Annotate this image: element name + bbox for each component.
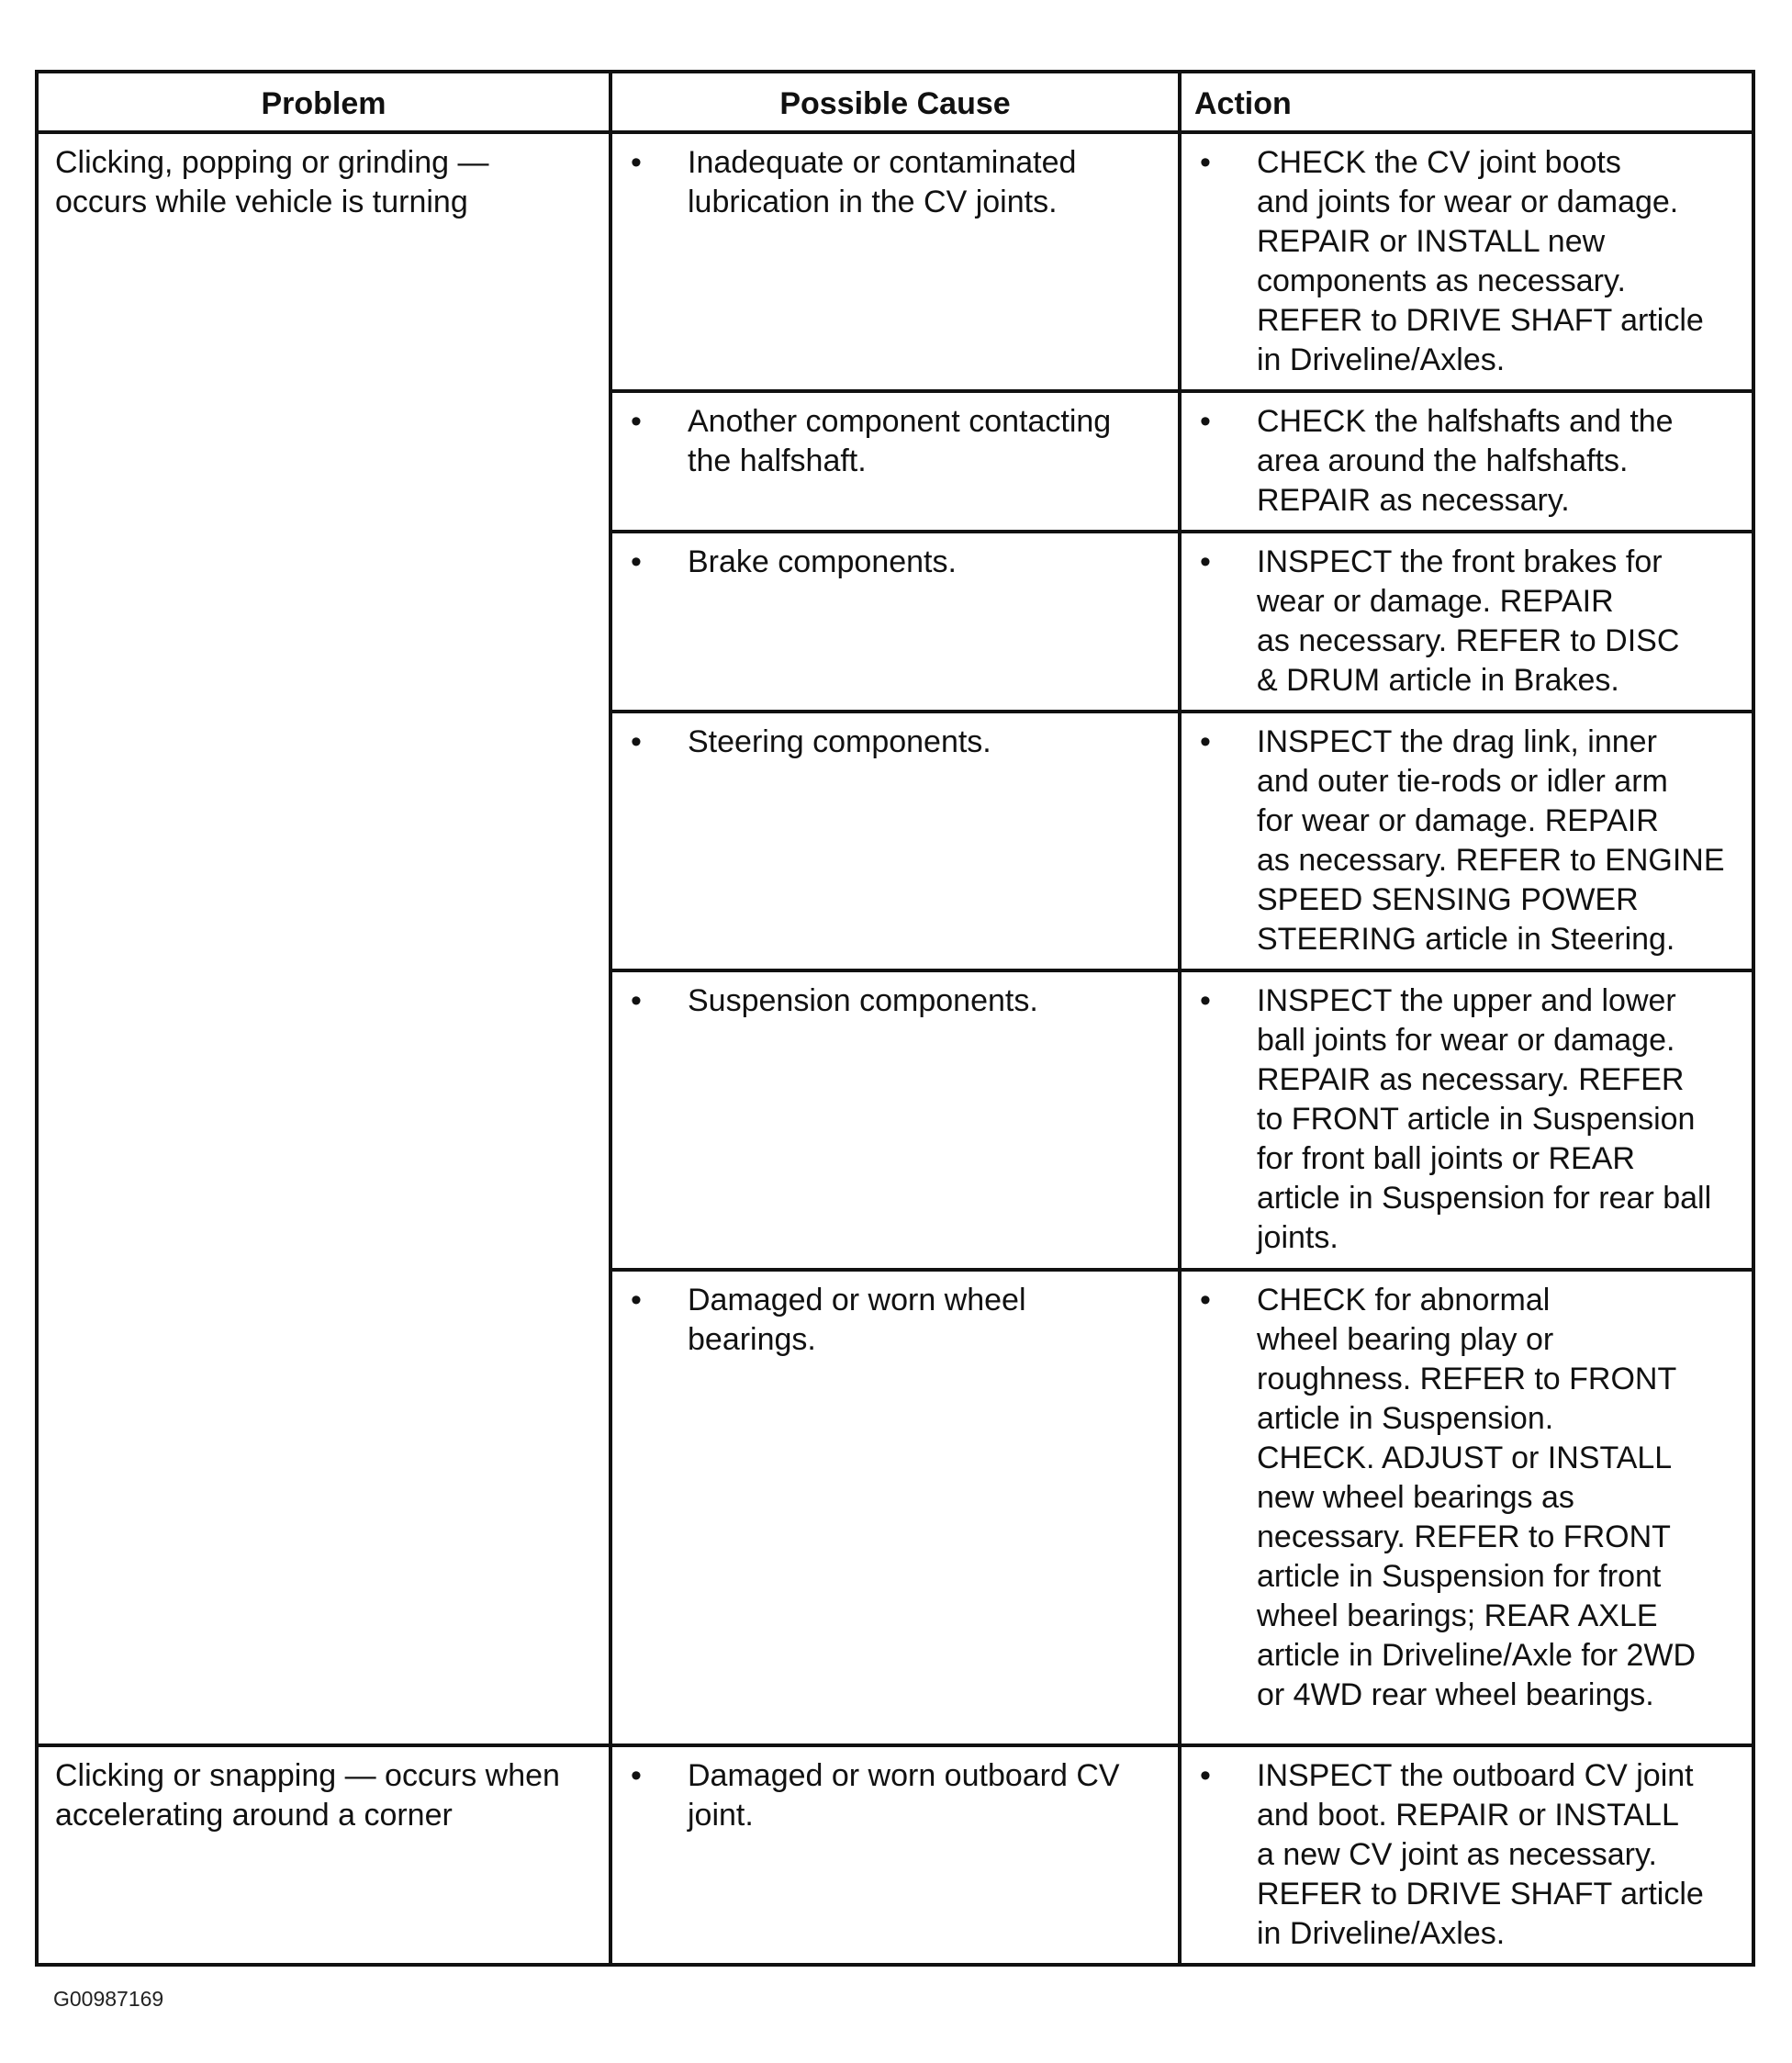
bullet-icon: • — [1200, 544, 1211, 579]
action-bullet-item — [1193, 1756, 1742, 1954]
action-line: wheel bearing play or — [1257, 1322, 1554, 1357]
cause-text — [688, 543, 1169, 582]
action-line: and joints for wear or damage. — [1257, 185, 1679, 219]
cause-cell — [610, 1745, 1180, 1965]
problem-line: Clicking or snapping — occurs when — [55, 1758, 560, 1793]
cause-cell — [610, 1270, 1180, 1745]
action-line: roughness. REFER to FRONT — [1257, 1362, 1677, 1396]
action-text — [1257, 402, 1742, 521]
action-bullet-item — [1193, 543, 1742, 701]
cause-line: Brake components. — [688, 544, 957, 579]
problem-cell — [37, 132, 610, 1745]
action-line: ball joints for wear or damage. — [1257, 1023, 1675, 1058]
table-row — [37, 1745, 1753, 1965]
action-line: INSPECT the outboard CV joint — [1257, 1758, 1694, 1793]
header-action: Action — [1180, 72, 1753, 132]
action-text — [1257, 723, 1742, 959]
cause-line: Inadequate or contaminated — [688, 145, 1077, 180]
action-line: CHECK for abnormal — [1257, 1283, 1551, 1317]
action-line: and boot. REPAIR or INSTALL — [1257, 1798, 1679, 1833]
action-line: INSPECT the front brakes for — [1257, 544, 1663, 579]
bullet-icon: • — [1200, 724, 1211, 759]
action-line: in Driveline/Axles. — [1257, 1916, 1506, 1951]
action-line: REFER to DRIVE SHAFT article — [1257, 303, 1704, 338]
action-line: for wear or damage. REPAIR — [1257, 803, 1659, 838]
cause-line: bearings. — [688, 1322, 816, 1357]
action-line: INSPECT the upper and lower — [1257, 983, 1676, 1018]
cause-bullet-item — [623, 1281, 1169, 1360]
action-bullet-item — [1193, 981, 1742, 1258]
cause-text — [688, 143, 1169, 222]
bullet-icon: • — [631, 404, 642, 439]
bullet-icon: • — [1200, 1758, 1211, 1793]
action-bullet-item — [1193, 402, 1742, 521]
action-line: article in Suspension for front — [1257, 1559, 1662, 1594]
action-line: SPEED SENSING POWER — [1257, 882, 1639, 917]
action-text — [1257, 1756, 1742, 1954]
cause-bullet-item — [623, 543, 1169, 582]
cause-cell — [610, 532, 1180, 712]
action-line: REPAIR as necessary. REFER — [1257, 1062, 1685, 1097]
cause-text — [688, 402, 1169, 481]
cause-text — [688, 1756, 1169, 1835]
problem-line: Clicking, popping or grinding — — [55, 145, 489, 180]
troubleshooting-sheet — [35, 70, 1752, 1967]
action-line: REPAIR or INSTALL new — [1257, 224, 1606, 259]
cause-bullet-item — [623, 981, 1169, 1021]
cause-line: Damaged or worn outboard CV — [688, 1758, 1120, 1793]
action-line: article in Suspension. — [1257, 1401, 1554, 1436]
problem-line: accelerating around a corner — [55, 1798, 453, 1833]
action-line: as necessary. REFER to DISC — [1257, 623, 1680, 658]
action-line: REFER to DRIVE SHAFT article — [1257, 1877, 1704, 1912]
action-line: components as necessary. — [1257, 263, 1626, 298]
cause-bullet-item — [623, 143, 1169, 222]
cause-bullet-item — [623, 1756, 1169, 1835]
cause-line: Damaged or worn wheel — [688, 1283, 1026, 1317]
cause-bullet-item — [623, 723, 1169, 762]
action-line: CHECK. ADJUST or INSTALL — [1257, 1441, 1673, 1475]
action-cell — [1180, 970, 1753, 1270]
action-cell — [1180, 712, 1753, 970]
bullet-icon: • — [631, 1758, 642, 1793]
table-body — [37, 132, 1753, 1965]
action-line: for front ball joints or REAR — [1257, 1141, 1635, 1176]
cause-line: Suspension components. — [688, 983, 1038, 1018]
cause-text — [688, 1281, 1169, 1360]
cause-line: lubrication in the CV joints. — [688, 185, 1058, 219]
cause-text — [688, 981, 1169, 1021]
bullet-icon: • — [631, 544, 642, 579]
action-cell — [1180, 132, 1753, 391]
action-line: CHECK the CV joint boots — [1257, 145, 1621, 180]
action-line: CHECK the halfshafts and the — [1257, 404, 1674, 439]
cause-cell — [610, 970, 1180, 1270]
cause-cell — [610, 712, 1180, 970]
action-line: wear or damage. REPAIR — [1257, 584, 1614, 619]
troubleshooting-table — [35, 70, 1755, 1967]
action-text — [1257, 1281, 1742, 1715]
action-line: a new CV joint as necessary. — [1257, 1837, 1657, 1872]
action-line: article in Suspension for rear ball — [1257, 1181, 1712, 1216]
action-line: INSPECT the drag link, inner — [1257, 724, 1657, 759]
action-text — [1257, 543, 1742, 701]
bullet-icon: • — [1200, 404, 1211, 439]
bullet-icon: • — [631, 145, 642, 180]
action-line: article in Driveline/Axle for 2WD — [1257, 1638, 1697, 1673]
cause-line: Another component contacting — [688, 404, 1112, 439]
cause-cell — [610, 132, 1180, 391]
header-problem: Problem — [37, 72, 610, 132]
action-bullet-item — [1193, 723, 1742, 959]
action-bullet-item — [1193, 1281, 1742, 1715]
table-row — [37, 132, 1753, 391]
action-text — [1257, 143, 1742, 380]
bullet-icon: • — [1200, 145, 1211, 180]
action-line: area around the halfshafts. — [1257, 443, 1629, 478]
cause-line: joint. — [688, 1798, 754, 1833]
bullet-icon: • — [631, 724, 642, 759]
action-line: STEERING article in Steering. — [1257, 922, 1675, 957]
action-line: as necessary. REFER to ENGINE — [1257, 843, 1725, 878]
action-line: to FRONT article in Suspension — [1257, 1102, 1696, 1137]
cause-cell — [610, 391, 1180, 532]
bullet-icon: • — [631, 1283, 642, 1317]
bullet-icon: • — [1200, 1283, 1211, 1317]
action-line: & DRUM article in Brakes. — [1257, 663, 1619, 698]
action-cell — [1180, 391, 1753, 532]
problem-line: occurs while vehicle is turning — [55, 185, 468, 219]
action-line: joints. — [1257, 1220, 1338, 1255]
action-line: and outer tie-rods or idler arm — [1257, 764, 1668, 799]
cause-text — [688, 723, 1169, 762]
action-cell — [1180, 1745, 1753, 1965]
cause-line: the halfshaft. — [688, 443, 867, 478]
bullet-icon: • — [1200, 983, 1211, 1018]
action-cell — [1180, 532, 1753, 712]
problem-cell — [37, 1745, 610, 1965]
action-line: new wheel bearings as — [1257, 1480, 1574, 1515]
action-bullet-item — [1193, 143, 1742, 380]
action-text — [1257, 981, 1742, 1258]
action-line: in Driveline/Axles. — [1257, 342, 1506, 377]
cause-bullet-item — [623, 402, 1169, 481]
action-line: necessary. REFER to FRONT — [1257, 1519, 1671, 1554]
figure-id: G00987169 — [53, 1987, 164, 2011]
cause-line: Steering components. — [688, 724, 991, 759]
header-possible-cause: Possible Cause — [610, 72, 1180, 132]
action-cell — [1180, 1270, 1753, 1745]
header-row — [37, 72, 1753, 132]
action-line: wheel bearings; REAR AXLE — [1257, 1598, 1658, 1633]
action-line: or 4WD rear wheel bearings. — [1257, 1677, 1654, 1712]
bullet-icon: • — [631, 983, 642, 1018]
action-line: REPAIR as necessary. — [1257, 483, 1570, 518]
